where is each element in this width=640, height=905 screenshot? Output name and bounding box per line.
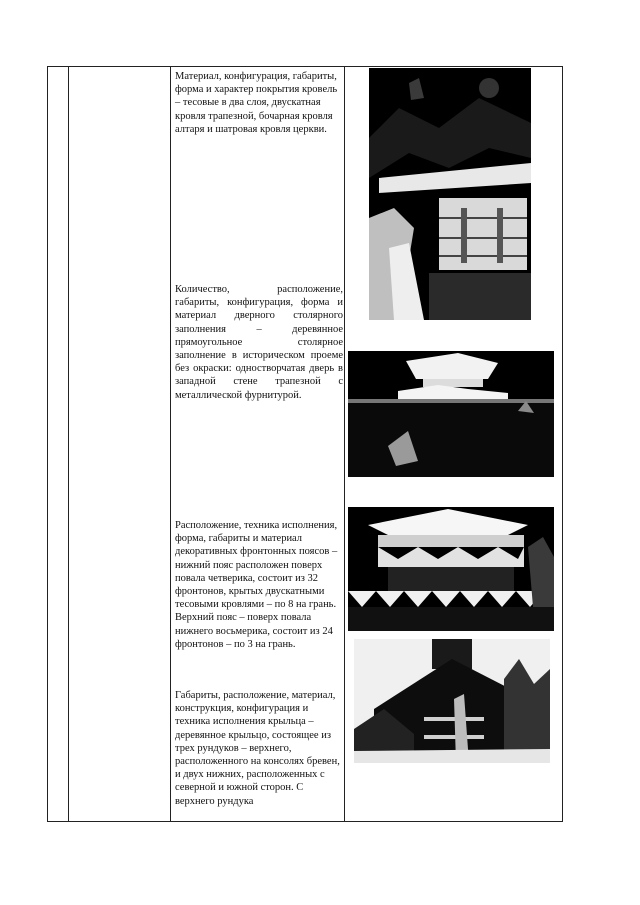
column-divider-2: [170, 67, 171, 821]
document-table: [47, 66, 563, 822]
porch-description: Габариты, расположение, материал, конструкция, конфигурация и техника исполнения крыльца – деревянное крыльцо, состоящее из трех рундуков – верхнего, расположенного на консолях бревен, и двух нижних, расположенных с северной и южной сторон. С верхнего рундука: [175, 690, 340, 807]
church-winter-view-photo: [348, 351, 554, 477]
door-description: Количество, расположение, габариты, конфигурация, форма и материал дверного столярного заполнения – деревянное прямоугольное столярное заполнение в историческом проеме без окраски: одностворчатая дверь в западной стене трапезной с металлической фурнитурой.: [175, 284, 343, 401]
column-divider-1: [68, 67, 69, 821]
gable-belts-photo: [348, 507, 554, 631]
gable-belts-description: Расположение, техника исполнения, форма, габариты и материал декоративных фронтонных поясов – нижний пояс расположен поверх повала четверика, состоит из 32 фронтонов, крытых двускатными тесовыми кровлями – по 8 на грань. Верхний пояс – поверх повала нижнего восьмерика, состоит из 24 фронтонов – по 3 на грань.: [175, 520, 338, 650]
church-roof-closeup-photo: [369, 68, 531, 320]
column-divider-3: [344, 67, 345, 821]
roof-description: Материал, конфигурация, габариты, форма и характер покрытия кровель – тесовые в два слоя, двускатная кровля трапезной, бочарная кровля алтаря и шатровая кровля церкви.: [175, 71, 338, 135]
porch-photo: [354, 639, 550, 763]
